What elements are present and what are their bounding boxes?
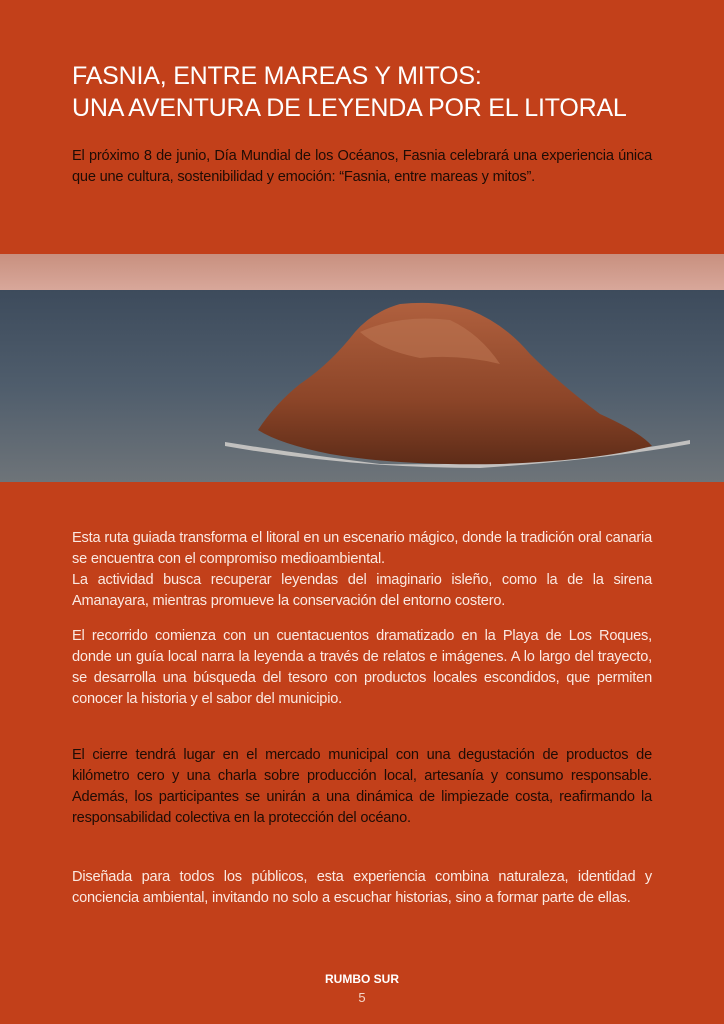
body-paragraph-5: Diseñada para todos los públicos, esta experiencia combina naturaleza, identidad y conciencia ambiental, invitando no solo a escuchar historias, sino a formar parte de ellas. bbox=[72, 869, 652, 906]
footer-brand: RUMBO SUR bbox=[325, 972, 399, 986]
body-paragraph-1: Esta ruta guiada transforma el litoral en un escenario mágico, donde la tradición oral canaria se encuentra con el compromiso medioambiental. bbox=[72, 530, 652, 567]
body-paragraph-2: La actividad busca recuperar leyendas del imaginario isleño, como la de la sirena Amanayara, mientras promueve la conservación del entorno costero. bbox=[72, 572, 652, 609]
intro-paragraph: El próximo 8 de junio, Día Mundial de los Océanos, Fasnia celebrará una experiencia única que une cultura, sostenibilidad y emoción: “Fasnia, entre mareas y mitos”. bbox=[72, 148, 652, 185]
body-paragraph-3: El recorrido comienza con un cuentacuentos dramatizado en la Playa de Los Roques, donde un guía local narra la leyenda a través de relatos e imágenes. A lo largo del trayecto, se desarrolla una búsqueda del tesoro con productos locales escondidos, que permiten conocer la historia y el sabor del municipio. bbox=[72, 628, 652, 707]
title-line-1: FASNIA, ENTRE MAREAS Y MITOS: bbox=[72, 62, 482, 90]
coastal-rock-photo bbox=[0, 254, 724, 482]
article-title bbox=[72, 60, 672, 124]
body-paragraph-4: El cierre tendrá lugar en el mercado municipal con una degustación de productos de kilómetro cero y una charla sobre producción local, artesanía y consumo responsable. Además, los participantes se unirán a una dinámica de limpiezade costa, reafirmando la responsabilidad colectiva en la protección del océano. bbox=[72, 747, 652, 826]
title-line-2: UNA AVENTURA DE LEYENDA POR EL LITORAL bbox=[72, 94, 627, 122]
page-number: 5 bbox=[358, 990, 366, 1005]
rock-islet-image bbox=[0, 254, 724, 482]
